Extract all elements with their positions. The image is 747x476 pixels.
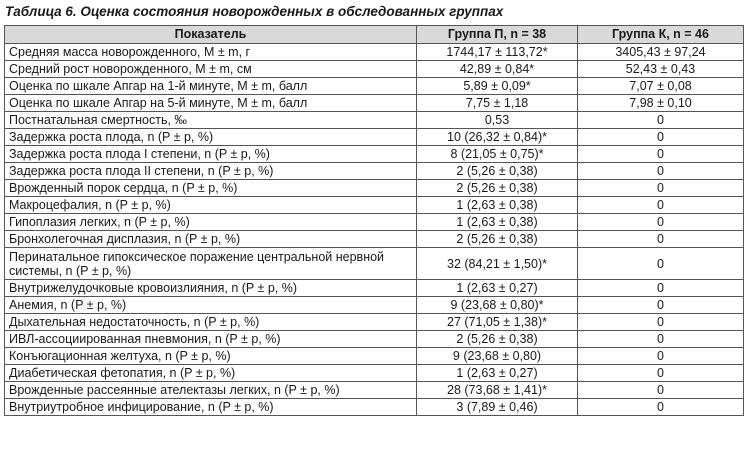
table-row [5, 365, 744, 382]
group-p-cell: 9 (23,68 ± 0,80)* [417, 297, 578, 314]
indicator-cell: Врожденные рассеянные ателектазы легких, n (P ± p, %) [5, 382, 417, 399]
table-row [5, 197, 744, 214]
group-k-cell: 0 [578, 180, 744, 197]
indicator-cell: Задержка роста плода I степени, n (P ± p, %) [5, 146, 417, 163]
table-row [5, 146, 744, 163]
group-k-cell: 0 [578, 197, 744, 214]
indicator-cell: ИВЛ-ассоциированная пневмония, n (P ± p, %) [5, 331, 417, 348]
group-p-cell: 0,53 [417, 112, 578, 129]
indicator-cell: Конъюгационная желтуха, n (P ± p, %) [5, 348, 417, 365]
indicator-cell: Внутрижелудочковые кровоизлияния, n (P ± p, %) [5, 280, 417, 297]
table-row [5, 129, 744, 146]
group-p-cell: 1 (2,63 ± 0,38) [417, 197, 578, 214]
group-k-cell: 0 [578, 129, 744, 146]
group-p-cell: 1 (2,63 ± 0,27) [417, 280, 578, 297]
group-p-cell: 1744,17 ± 113,72* [417, 44, 578, 61]
group-p-cell: 3 (7,89 ± 0,46) [417, 399, 578, 416]
table-row [5, 112, 744, 129]
table-row [5, 348, 744, 365]
group-p-cell: 32 (84,21 ± 1,50)* [417, 248, 578, 280]
group-p-cell: 9 (23,68 ± 0,80) [417, 348, 578, 365]
newborn-assessment-table [4, 25, 744, 416]
indicator-cell: Диабетическая фетопатия, n (P ± p, %) [5, 365, 417, 382]
group-p-cell: 28 (73,68 ± 1,41)* [417, 382, 578, 399]
group-k-cell: 0 [578, 214, 744, 231]
table-row [5, 44, 744, 61]
group-p-cell: 7,75 ± 1,18 [417, 95, 578, 112]
table-row [5, 231, 744, 248]
group-p-cell: 27 (71,05 ± 1,38)* [417, 314, 578, 331]
group-k-cell: 0 [578, 314, 744, 331]
indicator-cell: Перинатальное гипоксическое поражение центральной нервной системы, n (P ± p, %) [5, 248, 417, 280]
group-k-cell: 0 [578, 163, 744, 180]
group-k-cell: 3405,43 ± 97,24 [578, 44, 744, 61]
table-header-row [5, 26, 744, 44]
indicator-cell: Задержка роста плода II степени, n (P ± p, %) [5, 163, 417, 180]
group-p-cell: 2 (5,26 ± 0,38) [417, 231, 578, 248]
group-p-cell: 10 (26,32 ± 0,84)* [417, 129, 578, 146]
group-k-cell: 0 [578, 348, 744, 365]
group-k-cell: 0 [578, 331, 744, 348]
table-row [5, 399, 744, 416]
table-row [5, 331, 744, 348]
table-row [5, 95, 744, 112]
indicator-cell: Анемия, n (P ± p, %) [5, 297, 417, 314]
indicator-cell: Оценка по шкале Апгар на 5-й минуте, M ± m, балл [5, 95, 417, 112]
table-row [5, 214, 744, 231]
table-row [5, 78, 744, 95]
table-row [5, 248, 744, 280]
header-group-k: Группа К, n = 46 [578, 26, 744, 44]
indicator-cell: Дыхательная недостаточность, n (P ± p, %) [5, 314, 417, 331]
table-row [5, 280, 744, 297]
group-p-cell: 1 (2,63 ± 0,27) [417, 365, 578, 382]
group-p-cell: 1 (2,63 ± 0,38) [417, 214, 578, 231]
group-p-cell: 5,89 ± 0,09* [417, 78, 578, 95]
group-k-cell: 7,07 ± 0,08 [578, 78, 744, 95]
table-row [5, 382, 744, 399]
group-k-cell: 0 [578, 146, 744, 163]
group-k-cell: 0 [578, 382, 744, 399]
indicator-cell: Гипоплазия легких, n (P ± p, %) [5, 214, 417, 231]
header-group-p: Группа П, n = 38 [417, 26, 578, 44]
table-caption: Таблица 6. Оценка состояния новорожденных в обследованных группах [5, 4, 504, 19]
indicator-cell: Оценка по шкале Апгар на 1-й минуте, M ± m, балл [5, 78, 417, 95]
table-row [5, 297, 744, 314]
group-k-cell: 0 [578, 231, 744, 248]
table-row [5, 61, 744, 78]
group-k-cell: 0 [578, 112, 744, 129]
indicator-cell: Постнатальная смертность, ‰ [5, 112, 417, 129]
header-indicator: Показатель [5, 26, 417, 44]
indicator-cell: Врожденный порок сердца, n (P ± p, %) [5, 180, 417, 197]
group-p-cell: 2 (5,26 ± 0,38) [417, 180, 578, 197]
table-row [5, 163, 744, 180]
group-k-cell: 0 [578, 399, 744, 416]
indicator-cell: Средняя масса новорожденного, M ± m, г [5, 44, 417, 61]
group-k-cell: 0 [578, 365, 744, 382]
indicator-cell: Макроцефалия, n (P ± p, %) [5, 197, 417, 214]
indicator-cell: Задержка роста плода, n (P ± p, %) [5, 129, 417, 146]
table-row [5, 180, 744, 197]
group-p-cell: 8 (21,05 ± 0,75)* [417, 146, 578, 163]
group-k-cell: 0 [578, 248, 744, 280]
table-row [5, 314, 744, 331]
group-k-cell: 52,43 ± 0,43 [578, 61, 744, 78]
group-k-cell: 0 [578, 280, 744, 297]
group-p-cell: 2 (5,26 ± 0,38) [417, 331, 578, 348]
group-p-cell: 42,89 ± 0,84* [417, 61, 578, 78]
indicator-cell: Внутриутробное инфицирование, n (P ± p, %) [5, 399, 417, 416]
indicator-cell: Средний рост новорожденного, M ± m, см [5, 61, 417, 78]
group-p-cell: 2 (5,26 ± 0,38) [417, 163, 578, 180]
group-k-cell: 0 [578, 297, 744, 314]
indicator-cell: Бронхолегочная дисплазия, n (P ± p, %) [5, 231, 417, 248]
group-k-cell: 7,98 ± 0,10 [578, 95, 744, 112]
